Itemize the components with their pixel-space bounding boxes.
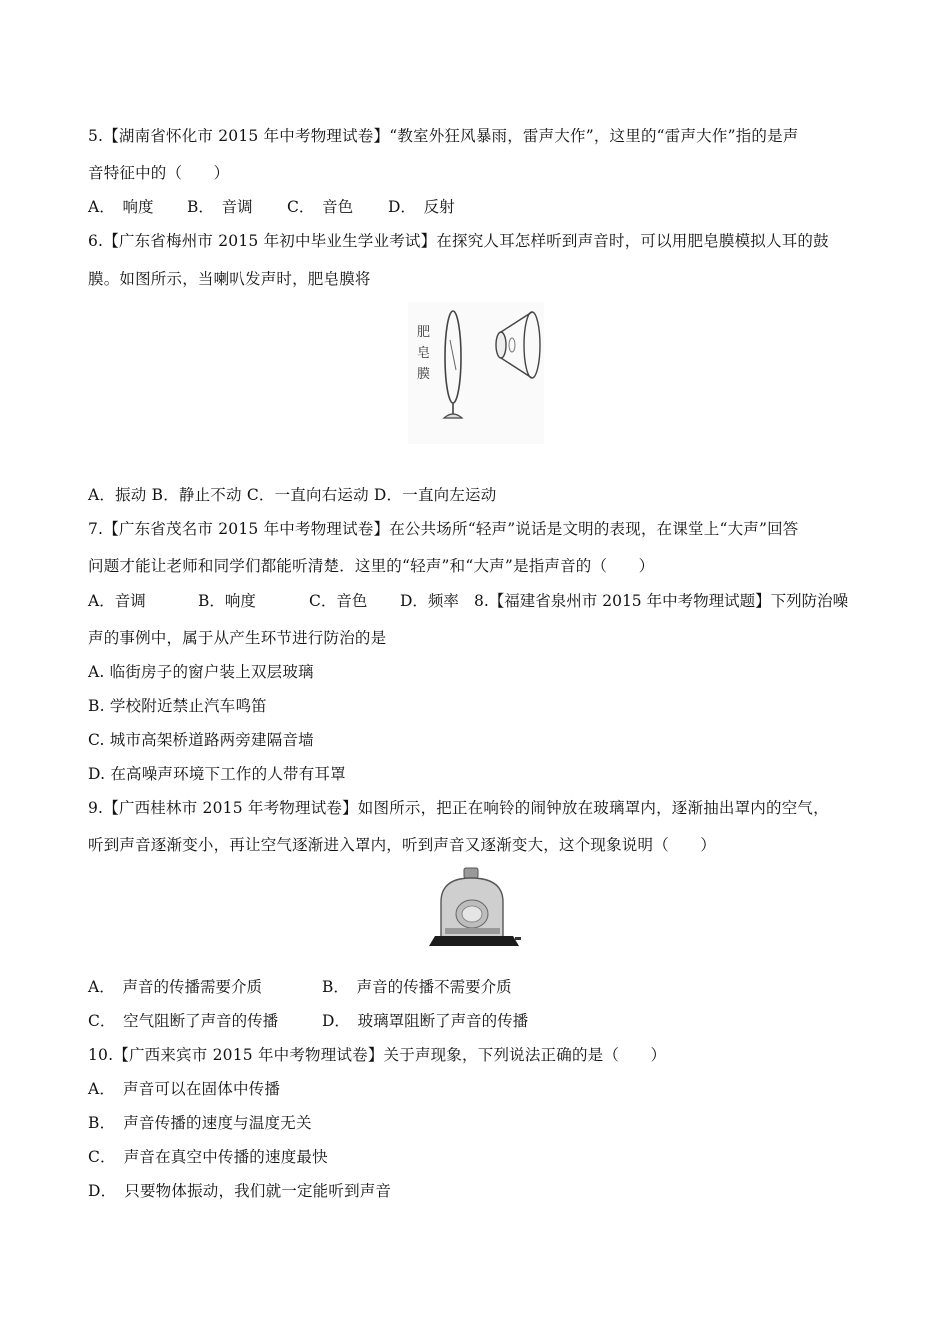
q8-option-c: C. 城市高架桥道路两旁建隔音墙 [88,731,314,749]
q8-option-b: B. 学校附近禁止汽车鸣笛 [88,697,267,715]
q7-option-d: D．频率 [400,592,459,610]
q5-stem-line2: 音特征中的（ ） [88,164,230,182]
q9-option-d: D． 玻璃罩阻断了声音的传播 [322,1012,529,1030]
q7-option-b: B．响度 [198,592,256,610]
bell-jar-knob [464,868,478,878]
bell-jar-valve [515,937,521,940]
figure-label-char-2: 皂 [417,346,431,361]
q7-stem-line2: 问题才能让老师和同学们都能听清楚．这里的“轻声”和“大声”是指声音的（ ） [88,557,655,575]
q9-option-a: A． 声音的传播需要介质 [88,978,262,996]
q10-option-c: C． 声音在真空中传播的速度最快 [88,1148,328,1166]
q8-option-a: A. 临街房子的窗户装上双层玻璃 [88,663,314,681]
soap-film-speaker-drawing [408,302,544,444]
q5-option-d: D． 反射 [388,198,455,216]
bell-jar-base [429,936,519,946]
q10-option-d: D． 只要物体振动，我们就一定能听到声音 [88,1182,392,1200]
q5-option-c: C． 音色 [287,198,354,216]
q7-option-c: C．音色 [309,592,368,610]
soap-film-speaker-figure [408,302,544,444]
q5-stem-line1: 5.【湖南省怀化市 2015 年中考物理试卷】“教室外狂风暴雨，雷声大作”，这里的“雷声大作”指的是声 [88,127,799,145]
bell-jar-drawing [423,866,523,954]
speaker-back [496,332,506,358]
q5-option-a: A． 响度 [88,198,154,216]
q9-stem-line1: 9.【广西桂林市 2015 年考物理试卷】如图所示，把正在响铃的闹钟放在玻璃罩内，逐渐抽出罩内的空气， [88,799,829,817]
q8-option-d: D. 在高噪声环境下工作的人带有耳罩 [88,765,346,783]
q7-stem-line1: 7.【广东省茂名市 2015 年中考物理试卷】在公共场所“轻声”说话是文明的表现，在课堂上“大声”回答 [88,520,799,538]
q8-stem-inline: 8.【福建省泉州市 2015 年中考物理试题】下列防治噪 [474,592,849,610]
q8-stem-line2: 声的事例中，属于从产生环节进行防治的是 [88,629,387,647]
q9-option-c: C． 空气阻断了声音的传播 [88,1012,279,1030]
q7-option-a: A．音调 [88,592,146,610]
bell-jar-figure [423,866,523,954]
q10-option-b: B． 声音传播的速度与温度无关 [88,1114,312,1132]
alarm-clock-face [462,906,482,922]
figure-label-char-1: 肥 [417,325,431,340]
q6-options: A．振动 B．静止不动 C．一直向右运动 D．一直向左运动 [88,486,497,504]
q5-option-b: B． 音调 [187,198,253,216]
q6-stem-line2: 膜。如图所示，当喇叭发声时，肥皂膜将 [88,270,371,288]
q9-stem-line2: 听到声音逐渐变小，再让空气逐渐进入罩内，听到声音又逐渐变大，这个现象说明（ ） [88,836,717,854]
q9-option-b: B． 声音的传播不需要介质 [322,978,512,996]
bell-jar-plate [445,928,500,934]
q10-option-a: A． 声音可以在固体中传播 [88,1080,281,1098]
q6-stem-line1: 6.【广东省梅州市 2015 年初中毕业生学业考试】在探究人耳怎样听到声音时，可以用肥皂膜模拟人耳的鼓 [88,232,829,250]
figure-label-char-3: 膜 [417,367,431,382]
q10-stem-line1: 10.【广西来宾市 2015 年中考物理试卷】关于声现象，下列说法正确的是（ ） [88,1046,667,1064]
